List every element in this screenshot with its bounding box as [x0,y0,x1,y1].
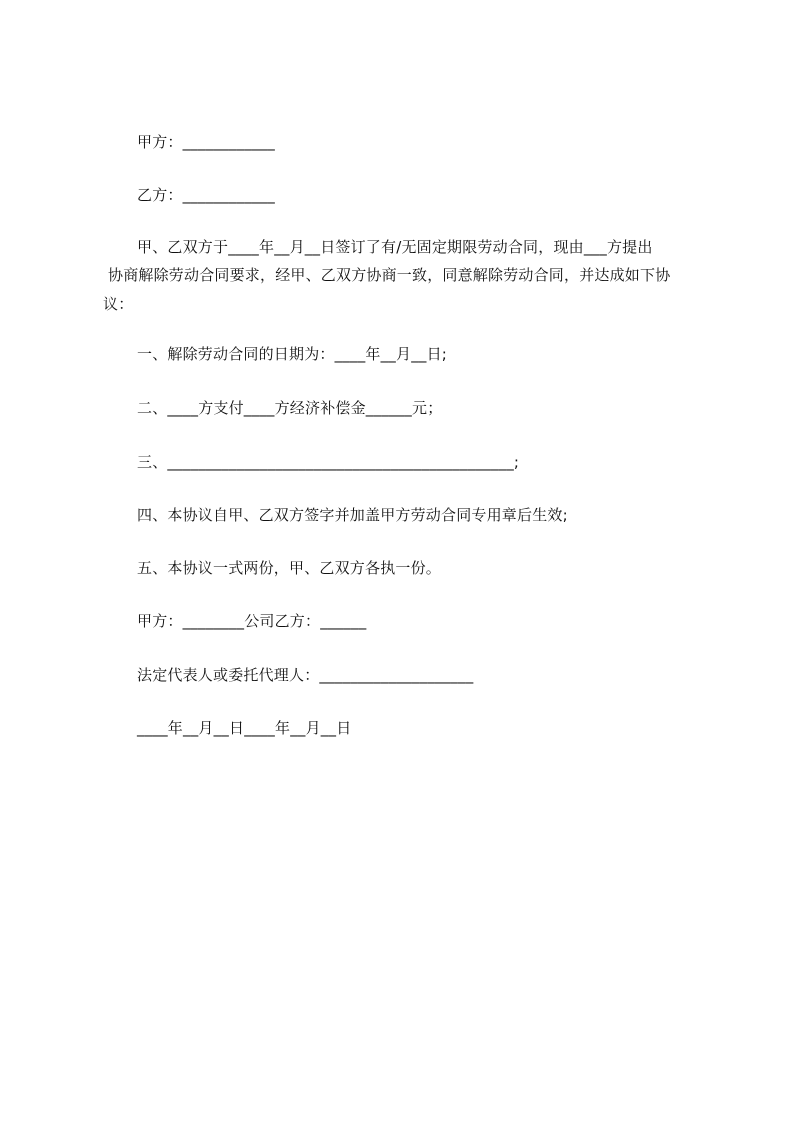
intro-paragraph [103,237,713,313]
clause-1: 一、解除劳动合同的日期为：____年__月__日; [137,345,448,363]
clause-4: 四、本协议自甲、乙双方签字并加盖甲方劳动合同专用章后生效; [137,506,568,524]
sign-dates-line: ____年__月__日____年__月__日 [137,719,352,737]
party-b-line: 乙方：____________ [137,186,276,204]
party-a-line: 甲方：____________ [137,133,276,151]
intro-line-1: 甲、乙双方于____年__月__日签订了有/无固定期限劳动合同，现由___方提出 [137,238,653,256]
clause-2: 二、____方支付____方经济补偿金______元； [137,399,443,417]
intro-line-3: 议： [103,295,134,313]
clause-3: 三、_____________________________________________; [137,453,520,471]
sign-parties-line: 甲方：________公司乙方：______ [137,612,367,630]
clause-5: 五、本协议一式两份，甲、乙双方各执一份。 [137,559,442,577]
intro-line-2: 协商解除劳动合同要求，经甲、乙双方协商一致，同意解除劳动合同，并达成如下协 [108,266,671,284]
legal-representative-line: 法定代表人或委托代理人：____________________ [137,666,474,684]
